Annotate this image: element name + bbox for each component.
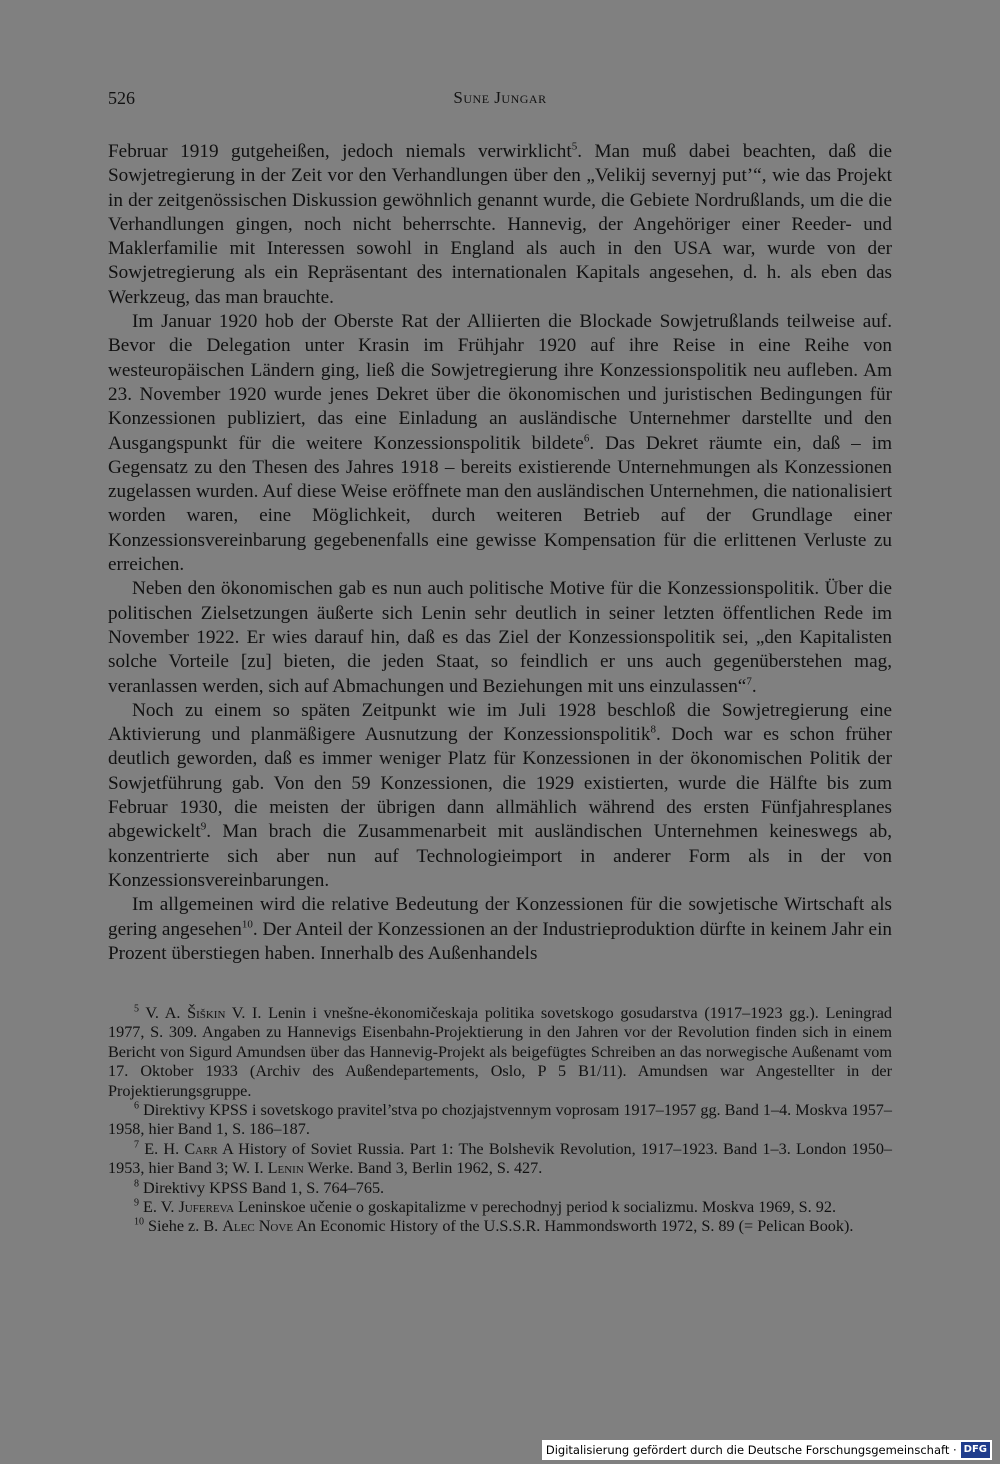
text-run: A History of Soviet Russia. Part 1: The Bolshevik Revolution, 1917–1923. Band 1–3. London 1950–1953, hier Band 3; W. I.: [108, 1139, 893, 1178]
footnote: [108, 1140, 892, 1179]
text-run: Noch zu einem so späten Zeitpunkt wie im Juli 1928 beschloß die Sowjetregierung eine Aktivierung und planmäßigere Ausnutzung der Konzessionspolitik: [108, 699, 892, 746]
text-run: E. H.: [139, 1139, 185, 1158]
text-run: Im Januar 1920 hob der Oberste Rat der Alliierten die Blockade Sowjetrußlands teilweise auf. Bevor die Delegation unter Krasin im Frühjahr 1920 auf ihre Reise in eine Reihe von westeuropäischen Ländern ging, ließ die Sowjetregierung ihre Konzessionspolitik neu aufleben. Am 23. November 1920 wurde jenes Dekret über die ökonomischen und juristischen Bedingungen für Konzessionen publiziert, das eine Einladung an ausländische Unternehmer darstellte und den Ausgangspunkt für die weitere Konzessionspolitik bildete: [108, 311, 892, 454]
page-header: [108, 88, 892, 114]
text-run: . Das Dekret räumte ein, daß – im Gegensatz zu den Thesen des Jahres 1918 – bereits existierende Unternehmungen als Konzessionen zugelassen wurden. Auf diese Weise eröffnete man den ausländischen Unternehmen, die nationalisiert worden waren, eine Möglichkeit, durch weiteren Betrieb auf der Grundlage einer Konzessionsvereinbarung gegebenenfalls eine gewisse Kompensation für die erlittenen Verluste zu erreichen.: [108, 432, 892, 576]
footnote-reference: 10: [241, 918, 253, 931]
text-run: Siehe z. B.: [144, 1217, 223, 1236]
dfg-footer: [542, 1440, 992, 1460]
text-run: . Doch war es schon früher deutlich geworden, daß es immer weniger Platz für Konzessionen in der ökonomischen Politik der Sowjetführung gab. Von den 59 Konzessionen, die 1929 existierten, wurde die Hälfte bis zum Februar 1930, die meisten der übrigen dann allmählich während des ersten Fünfjahresplanes abgewickelt: [108, 724, 892, 843]
footnote: [108, 1101, 892, 1140]
body-paragraph: [108, 893, 892, 966]
footnote-reference: 9: [134, 1197, 139, 1209]
footnote-reference: 5: [134, 1003, 139, 1015]
author-name: Lenin: [267, 1159, 304, 1178]
text-run: E. V.: [139, 1198, 179, 1217]
footnote-reference: 8: [134, 1178, 139, 1190]
page-number: 526: [108, 88, 135, 108]
text-run: .: [751, 675, 757, 697]
body-paragraph: [108, 699, 892, 893]
text-run: . Man brach die Zusammenarbeit mit ausländischen Unternehmen keineswegs ab, konzentrierte sich aber nun auf Technologieimport in anderer Form als in der von Konzessionsvereinbarungen.: [108, 821, 892, 891]
footnote: [108, 1179, 892, 1198]
footnotes: [108, 1004, 892, 1237]
footnote-reference: 10: [134, 1217, 144, 1229]
body-text: [108, 140, 892, 966]
footnote-reference: 5: [571, 140, 578, 153]
footnote-reference: 8: [650, 723, 656, 736]
text-run: . Der Anteil der Konzessionen an der Industrieproduktion dürfte in keinem Jahr ein Prozent überstiegen haben. Innerhalb des Außenhandels: [108, 918, 892, 964]
text-run: Neben den ökonomischen gab es nun auch politische Motive für die Konzessionspolitik. Über die politischen Zielsetzungen äußerte sich Lenin sehr deutlich in seiner letzten öffentlichen Rede im November 1922. Er wies darauf hin, daß es das Ziel der Konzessionspolitik sei, „den Kapitalisten solche Vorteile [zu] bieten, die jeden Staat, so feindlich er uns auch gegenüberstehen mag, veranlassen werden, sich auf Abmachungen und Beziehungen mit uns einzulassen“: [108, 578, 892, 697]
text-run: Direktivy KPSS Band 1, S. 764–765.: [139, 1178, 385, 1197]
footnote-reference: 6: [583, 432, 590, 445]
footnote: [108, 1004, 892, 1101]
text-run: Februar 1919 gutgeheißen, jedoch niemals verwirklicht: [108, 141, 572, 162]
text-run: Leninskoe učenie o goskapitalizme v perechodnyj period k socializmu. Moskva 1969, S. 92.: [234, 1198, 836, 1217]
footnote-reference: 7: [746, 675, 752, 688]
text-run: Im allgemeinen wird die relative Bedeutung der Konzessionen für die sowjetische Wirtschaft als gering angesehen: [108, 894, 892, 940]
running-head: Sune Jungar: [453, 88, 547, 107]
text-run: . Man muß dabei beachten, daß die Sowjetregierung in der Zeit vor den Verhandlungen über den „Velikij severnyj put’“, wie das Projekt in der zeitgenössischen Diskussion gewöhnlich genannt wurde, die Gebiete Nordrußlands, um die die Verhandlungen gingen, noch nicht beherrschte. Hannevig, der Angehöriger einer Reeder- und Maklerfamilie mit Interessen sowohl in England als auch in den USA war, wurde von der Sowjetregierung als ein Repräsentant des internationalen Kapitals angesehen, d. h. als eben das Werkzeug, das man brauchte.: [108, 141, 892, 308]
body-paragraph: [108, 310, 892, 577]
text-run: Direktivy KPSS i sovetskogo pravitel’stva po chozjajstvennym voprosam 1917–1957 gg. Band 1–4. Moskva 1957–1958, hier Band 1, S. 186–187.: [108, 1101, 892, 1139]
dfg-logo-icon: DFG: [961, 1442, 990, 1458]
footnote-reference: 9: [200, 820, 207, 833]
footnote-reference: 6: [134, 1100, 139, 1112]
author-name: Alec Nove: [222, 1217, 294, 1236]
body-paragraph: [108, 577, 892, 698]
author-name: Jufereva: [178, 1198, 235, 1217]
body-paragraph: [108, 140, 892, 310]
footnote: [108, 1217, 892, 1236]
text-run: An Economic History of the U.S.S.R. Hammondsworth 1972, S. 89 (= Pelican Book).: [293, 1217, 854, 1236]
footnote: [108, 1198, 892, 1217]
text-run: Werke. Band 3, Berlin 1962, S. 427.: [303, 1159, 543, 1178]
text-run: V. A.: [139, 1004, 188, 1022]
digitization-credit: Digitalisierung gefördert durch die Deutsche Forschungsgemeinschaft ·: [545, 1443, 957, 1457]
footnote-reference: 7: [134, 1139, 139, 1151]
author-name: Šiškin: [187, 1004, 226, 1022]
text-run: V. I. Lenin i vnešne-ėkonomičeskaja politika sovetskogo gosudarstva (1917–1923 gg.). Leningrad 1977, S. 309. Angaben zu Hannevigs Eisenbahn-Projektierung in den Jahren vor der Revolution finden sich in einem Bericht von Sigurd Amundsen über das Hannevig-Projekt als beigefügtes Schreiben an das norwegische Außenamt vom 17. Oktober 1933 (Archiv des Außendepartements, Oslo, P 5 B1/11). Amundsen war Angestellter in der Projektierungsgruppe.: [108, 1004, 892, 1100]
author-name: Carr: [184, 1139, 218, 1158]
